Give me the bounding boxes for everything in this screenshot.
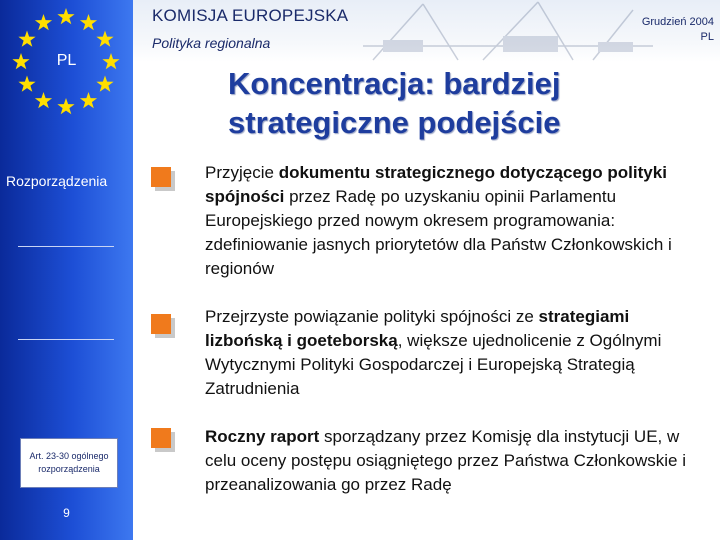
bullet-paragraph-1	[205, 161, 710, 281]
text-segment: Przejrzyste powiązanie polityki spójności ze	[205, 307, 539, 326]
eu-star-icon	[80, 14, 97, 30]
harbor-banner-icon	[363, 0, 653, 62]
eu-star-icon	[18, 76, 35, 92]
eu-star-icon	[57, 8, 74, 24]
bold-text-segment: strategiami lizbońską i goeteborską	[205, 307, 630, 350]
sidebar-divider	[18, 339, 114, 340]
slide-title-line-2: strategiczne podejście	[228, 105, 561, 140]
country-code: PL	[56, 52, 77, 69]
orange-square-bullet-icon	[151, 167, 171, 187]
eu-star-icon	[18, 31, 35, 47]
text-segment: Przyjęcie	[205, 163, 279, 182]
date-text: Grudzień 2004	[641, 16, 714, 28]
sidebar-label: Rozporządzenia	[6, 173, 108, 189]
eu-star-icon	[35, 14, 52, 30]
sidebar-divider	[18, 246, 114, 247]
slide-title-line-1: Koncentracja: bardziej	[228, 66, 561, 101]
eu-star-icon	[57, 98, 74, 114]
orange-square-bullet-icon	[151, 428, 171, 448]
article-reference-box: Art. 23-30 ogólnego rozporządzenia	[20, 438, 118, 488]
organization-name: KOMISJA EUROPEJSKA	[152, 6, 349, 25]
orange-square-bullet-icon	[151, 314, 171, 334]
eu-star-icon	[80, 92, 97, 108]
bold-text-segment: Roczny raport	[205, 427, 320, 446]
text-segment: przez Radę po uzyskaniu opinii Parlamentu Europejskiego przed nowym okresem programowania: zdefiniowanie jasnych priorytetów dla Państw Członkowskich i regionów	[205, 187, 672, 278]
eu-star-icon	[96, 76, 113, 92]
page-number: 9	[63, 506, 70, 520]
bullet-paragraph-3	[205, 425, 710, 497]
policy-subtitle: Polityka regionalna	[152, 35, 271, 51]
text-segment: sporządzany przez Komisję dla instytucji UE, w celu oceny postępu osiągniętego przez Państwa Członkowskie i przeanalizowania go przez Radę	[205, 427, 686, 494]
date-stamp	[642, 15, 714, 45]
bullet-paragraph-2	[205, 305, 710, 401]
eu-star-icon	[96, 31, 113, 47]
bold-text-segment: dokumentu strategicznego dotyczącego polityki spójności	[205, 163, 667, 206]
language-code: PL	[700, 31, 714, 43]
eu-star-icon	[35, 92, 52, 108]
slide-title	[228, 64, 561, 142]
text-segment: , większe ujednolicenie z Ogólnymi Wytycznymi Polityki Gospodarczej i Europejską Strategią Zatrudnienia	[205, 331, 662, 398]
